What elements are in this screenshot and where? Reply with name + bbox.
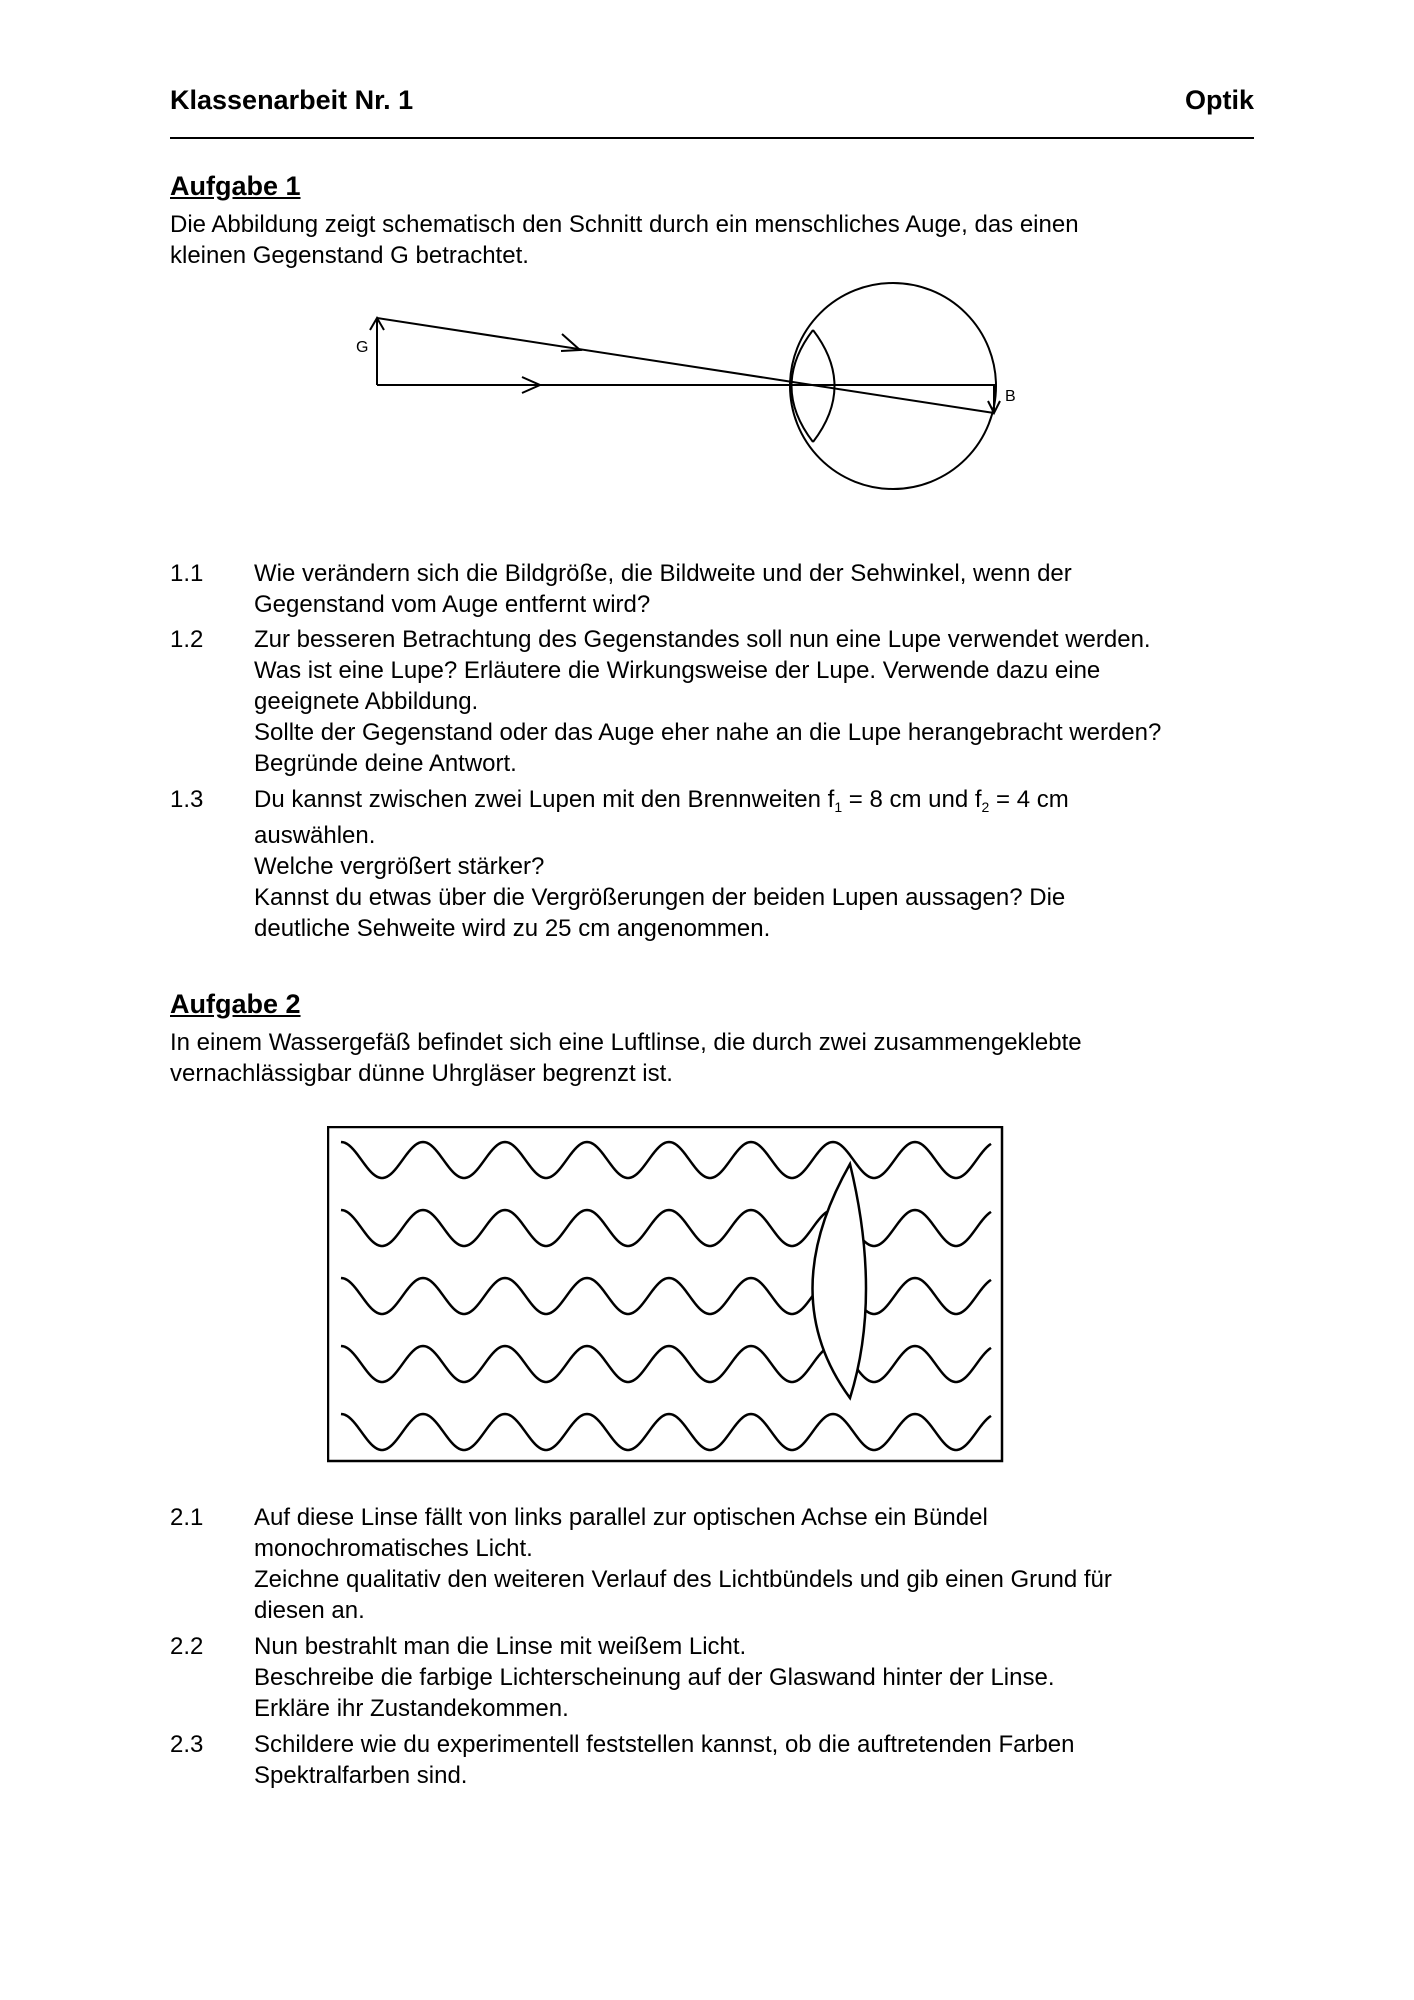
water-wave-line xyxy=(341,1346,991,1382)
water-wave-line xyxy=(341,1278,991,1314)
task-1-intro-line: Die Abbildung zeigt schematisch den Schnitt durch ein menschliches Auge, das einen xyxy=(170,211,1079,238)
page-title: Klassenarbeit Nr. 1 xyxy=(170,85,414,115)
question-line: Welche vergrößert stärker? xyxy=(254,853,545,880)
question-1-2 xyxy=(170,624,1260,779)
question-2-1 xyxy=(170,1502,1260,1626)
question-formula-line xyxy=(254,784,1264,820)
object-label: G xyxy=(356,339,369,356)
task-2-intro xyxy=(170,1027,1260,1089)
question-line: Zur besseren Betrachtung des Gegenstandes soll nun eine Lupe verwendet werden. xyxy=(254,626,1151,653)
formula-f1-subscript: 1 xyxy=(834,799,843,815)
task-2-intro-line: vernachlässigbar dünne Uhrgläser begrenzt ist. xyxy=(170,1060,673,1087)
eye-diagram xyxy=(0,0,1414,500)
question-line: Sollte der Gegenstand oder das Auge eher nahe an die Lupe herangebracht werden? xyxy=(254,719,1162,746)
question-line: Nun bestrahlt man die Linse mit weißem Licht. xyxy=(254,1633,747,1660)
question-line: deutliche Sehweite wird zu 25 cm angenommen. xyxy=(254,915,771,942)
question-1-3 xyxy=(170,784,1260,944)
question-line: Beschreibe die farbige Lichterscheinung auf der Glaswand hinter der Linse. xyxy=(254,1664,1055,1691)
task-2-heading: Aufgabe 2 xyxy=(170,989,301,1019)
question-number: 1.3 xyxy=(170,786,204,813)
water-wave-line xyxy=(341,1414,991,1450)
question-line: Wie verändern sich die Bildgröße, die Bildweite und der Sehwinkel, wenn der xyxy=(254,560,1072,587)
question-line: Gegenstand vom Auge entfernt wird? xyxy=(254,591,651,618)
formula-connector: und xyxy=(928,786,975,813)
central-ray xyxy=(377,318,994,413)
question-2-2 xyxy=(170,1631,1260,1724)
page-subject: Optik xyxy=(1184,85,1254,115)
question-line: monochromatisches Licht. xyxy=(254,1535,533,1562)
formula-f2-value: = 4 cm xyxy=(989,786,1069,813)
question-number: 2.1 xyxy=(170,1504,204,1531)
water-lens-diagram xyxy=(327,1126,1005,1466)
question-line: Schildere wie du experimentell feststellen kannst, ob die auftretenden Farben xyxy=(254,1731,1075,1758)
question-line: Erkläre ihr Zustandekommen. xyxy=(254,1695,569,1722)
question-number: 1.1 xyxy=(170,560,204,587)
task-2-intro-line: In einem Wassergefäß befindet sich eine Luftlinse, die durch zwei zusammengeklebte xyxy=(170,1029,1082,1056)
question-line: auswählen. xyxy=(254,822,376,849)
question-line: geeignete Abbildung. xyxy=(254,688,479,715)
question-number: 2.3 xyxy=(170,1731,204,1758)
question-line: Kannst du etwas über die Vergrößerungen der beiden Lupen aussagen? Die xyxy=(254,884,1066,911)
question-number: 1.2 xyxy=(170,626,204,653)
question-line: Begründe deine Antwort. xyxy=(254,750,517,777)
formula-f1-value: = 8 cm xyxy=(842,786,929,813)
question-line: diesen an. xyxy=(254,1597,365,1624)
question-number: 2.2 xyxy=(170,1633,204,1660)
question-line: Spektralfarben sind. xyxy=(254,1762,468,1789)
question-2-3 xyxy=(170,1729,1260,1791)
question-line: Auf diese Linse fällt von links parallel zur optischen Achse ein Bündel xyxy=(254,1504,988,1531)
image-label: B xyxy=(1005,388,1016,405)
task-1-heading: Aufgabe 1 xyxy=(170,171,301,201)
question-1-1 xyxy=(170,558,1260,620)
task-1-intro-line: kleinen Gegenstand G betrachtet. xyxy=(170,242,529,269)
water-container-outline xyxy=(328,1127,1002,1461)
question-line: Was ist eine Lupe? Erläutere die Wirkungsweise der Lupe. Verwende dazu eine xyxy=(254,657,1101,684)
water-wave-line xyxy=(341,1142,991,1178)
question-line: Zeichne qualitativ den weiteren Verlauf des Lichtbündels und gib einen Grund für xyxy=(254,1566,1112,1593)
formula-f2-symbol: f xyxy=(974,786,982,813)
formula-text: Du kannst zwischen zwei Lupen mit den Brennweiten xyxy=(254,786,828,813)
water-wave-line xyxy=(341,1210,991,1246)
air-lens xyxy=(813,1164,867,1398)
formula-f1-symbol: f xyxy=(827,786,835,813)
formula-f2-subscript: 2 xyxy=(981,799,990,815)
